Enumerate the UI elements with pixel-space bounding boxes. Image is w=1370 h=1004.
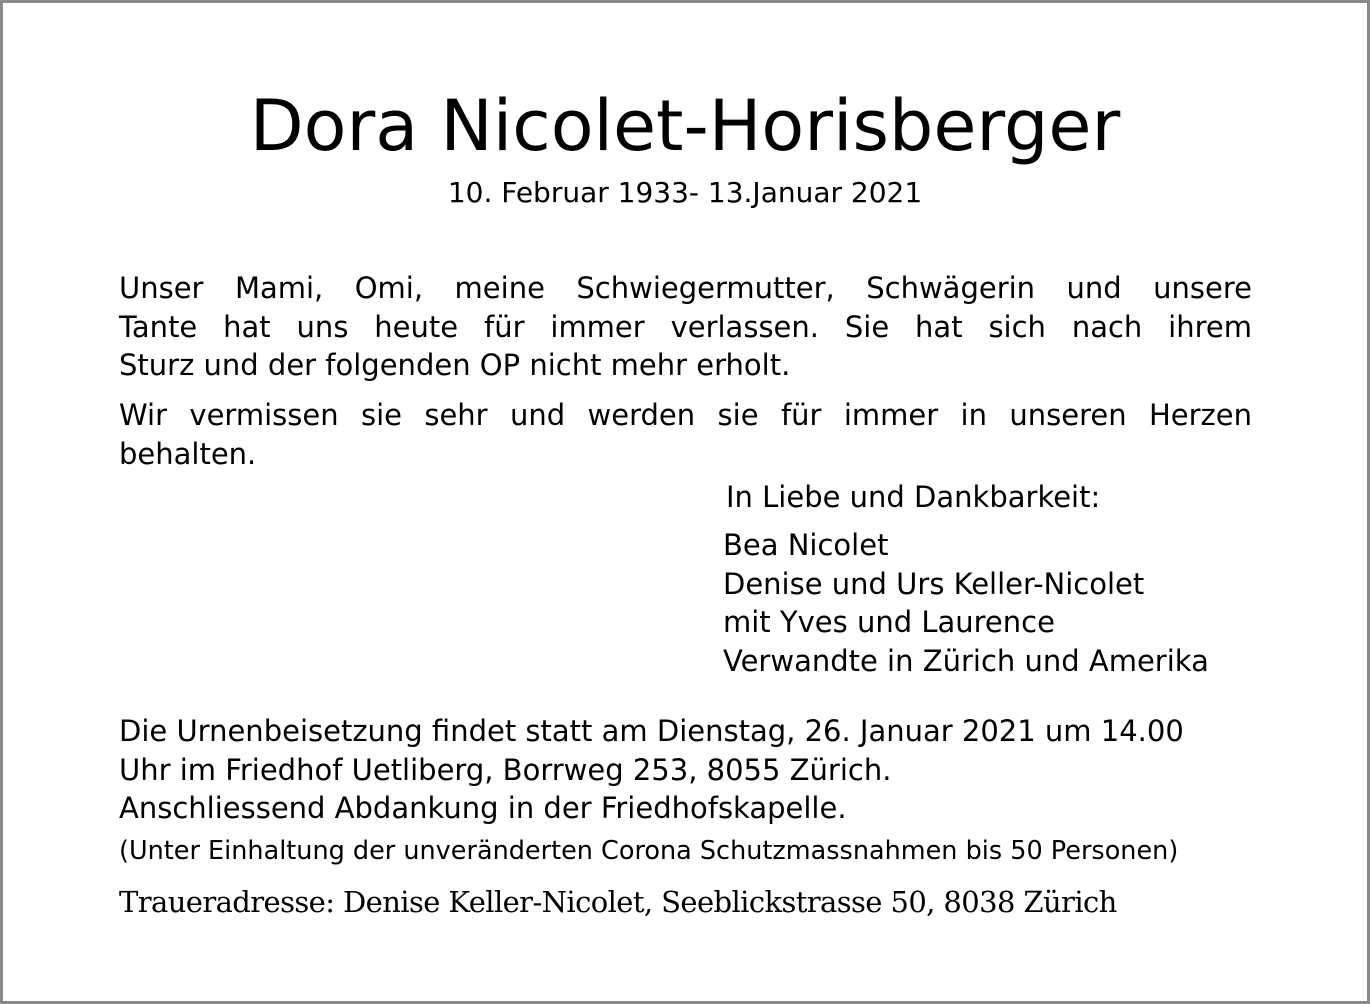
life-dates: 10. Februar 1933- 13.Januar 2021	[447, 176, 923, 209]
paragraph-line: Unser Mami, Omi, meine Schwiegermutter, Schwägerin und unsere	[119, 271, 1252, 305]
mourning-address: Traueradresse: Denise Keller-Nicolet, Seeblickstrasse 50, 8038 Zürich	[119, 885, 1117, 919]
paragraph-line: behalten.	[119, 436, 257, 471]
service-line: Die Urnenbeisetzung findet statt am Dienstag, 26. Januar 2021 um 14.00	[119, 714, 1184, 748]
paragraph-line: Tante hat uns heute für immer verlassen. Sie hat sich nach ihrem	[119, 309, 1252, 344]
paragraph-line: Wir vermissen sie sehr und werden sie für immer in unseren Herzen	[119, 398, 1252, 432]
signers-list	[723, 526, 1209, 680]
paragraph-line: Sturz und der folgenden OP nicht mehr erholt.	[119, 348, 791, 382]
signer-line: mit Yves und Laurence	[723, 605, 1055, 639]
signer-line: Verwandte in Zürich und Amerika	[723, 643, 1209, 678]
closing-phrase: In Liebe und Dankbarkeit:	[726, 480, 1101, 514]
service-details	[119, 712, 1184, 828]
message-paragraph-1	[119, 269, 1252, 385]
message-paragraph-2	[119, 396, 1252, 473]
corona-note: (Unter Einhaltung der unveränderten Corona Schutzmassnahmen bis 50 Personen)	[119, 836, 1179, 866]
deceased-name: Dora Nicolet-Horisberger	[249, 85, 1121, 167]
service-line: Anschliessend Abdankung in der Friedhofskapelle.	[119, 791, 847, 825]
service-line: Uhr im Friedhof Uetliberg, Borrweg 253, 8055 Zürich.	[119, 752, 892, 787]
signer-line: Bea Nicolet	[723, 528, 889, 562]
signer-line: Denise und Urs Keller-Nicolet	[723, 566, 1145, 601]
